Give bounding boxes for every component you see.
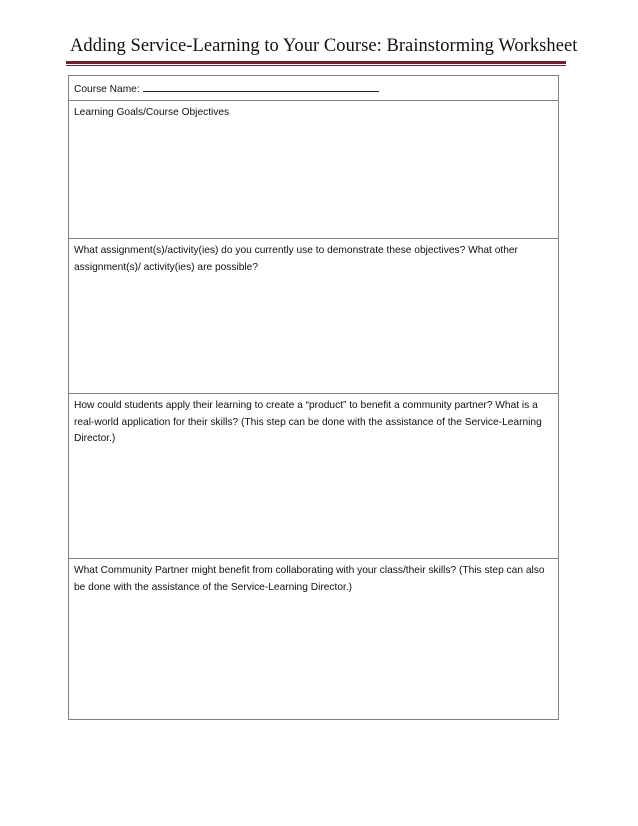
- application-field[interactable]: [69, 394, 558, 559]
- assignments-field[interactable]: [69, 239, 558, 394]
- learning-goals-field[interactable]: [69, 101, 558, 239]
- title-divider-thin: [66, 65, 566, 66]
- assignments-prompt: What assignment(s)/activity(ies) do you currently use to demonstrate these objectives? What other assignment(s)/ activity(ies) are possible?: [74, 245, 518, 273]
- course-name-label: Course Name:: [74, 84, 140, 95]
- title-divider: [66, 61, 566, 64]
- page-title: Adding Service-Learning to Your Course: Brainstorming Worksheet: [70, 36, 578, 56]
- community-partner-prompt: What Community Partner might benefit from collaborating with your class/their skills? (This step can also be done with the assistance of the Service-Learning Director.): [74, 565, 545, 593]
- application-prompt: How could students apply their learning to create a “product” to benefit a community partner? What is a real-world application for their skills? (This step can be done with the assistance of the Service-Learning Director.): [74, 400, 542, 444]
- worksheet-table: [68, 75, 559, 720]
- course-name-row[interactable]: [69, 76, 558, 101]
- learning-goals-prompt: Learning Goals/Course Objectives: [74, 107, 230, 118]
- community-partner-field[interactable]: [69, 559, 558, 719]
- course-name-field[interactable]: [143, 80, 379, 92]
